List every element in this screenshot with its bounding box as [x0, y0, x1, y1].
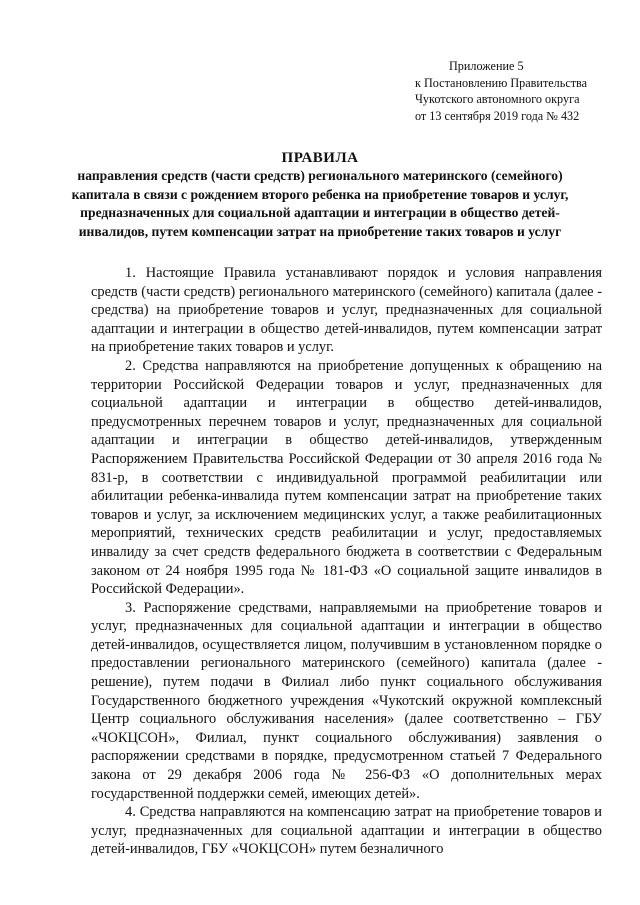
title-subtitle: направления средств (части средств) регионального материнского (семейного) капитала в связи с рождением второго ребенка на приобретение товаров и услуг, предназначенных для социальной адаптации и интеграции в общество детей-инвалидов, путем компенсации затрат на приобретение таких товаров и услуг — [71, 168, 569, 239]
paragraph-4: 4. Средства направляются на компенсацию затрат на приобретение товаров и услуг, предназначенных для социальной адаптации и интеграции в общество детей-инвалидов, ГБУ «ЧОКЦСОН» путем безналичного — [91, 804, 602, 858]
paragraph-2: 2. Средства направляются на приобретение допущенных к обращению на территории Российской Федерации товаров и услуг, предназначенных для социальной адаптации и интеграции в общество детей-инвалидов, предусмотренных перечнем товаров и услуг, предназначенных для социальной адаптации и интеграции в общество детей-инвалидов, утвержденным Распоряжением Правительства Российской Федерации от 30 апреля 2016 года № 831-р, в соответствии с индивидуальной программой реабилитации или абилитации ребенка-инвалида путем компенсации затрат на приобретение таких товаров и услуг, за исключением медицинских услуг, а также реабилитационных мероприятий, технических средств реабилитации и услуг, предоставляемых инвалиду за счет средств федерального бюджета в соответствии с Федеральным законом от 24 ноября 1995 года № 181-ФЗ «О социальной защите инвалидов в Российской Федерации». — [91, 357, 602, 598]
appendix-line-3: Чукотского автономного округа — [415, 92, 580, 106]
paragraph-1: 1. Настоящие Правила устанавливают порядок и условия направления средств (части средств) регионального материнского (семейного) капитала (далее - средства) на приобретение товаров и услуг, предназначенных для социальной адаптации и интеграции в общество детей-инвалидов, путем компенсации затрат на приобретение таких товаров и услуг. — [91, 265, 602, 356]
paragraph-3: 3. Распоряжение средствами, направляемыми на приобретение товаров и услуг, предназначенных для социальной адаптации и интеграции в общество детей-инвалидов, осуществляется лицом, получившим в установленном порядке о предоставлении регионального материнского (семейного) капитала (далее - решение), путем подачи в Филиал либо пункт социального обслуживания Государственного бюджетного учреждения «Чукотский окружной комплексный Центр социального обслуживания населения» (далее соответственно – ГБУ «ЧОКЦСОН», Филиал, пункт социального обслуживания) заявления о распоряжении средствами в порядке, предусмотренном статьей 7 Федерального закона от 29 декабря 2006 года № 256-ФЗ «О дополнительных мерах государственной поддержки семей, имеющих детей». — [91, 599, 602, 802]
appendix-header — [415, 58, 587, 124]
appendix-line-4: от 13 сентября 2019 года № 432 — [415, 108, 580, 123]
appendix-line-2: к Постановлению Правительства — [415, 75, 588, 90]
document-title — [70, 149, 570, 241]
document-body — [91, 264, 602, 859]
title-main: ПРАВИЛА — [281, 150, 359, 166]
appendix-line-1: Приложение 5 — [449, 59, 524, 73]
